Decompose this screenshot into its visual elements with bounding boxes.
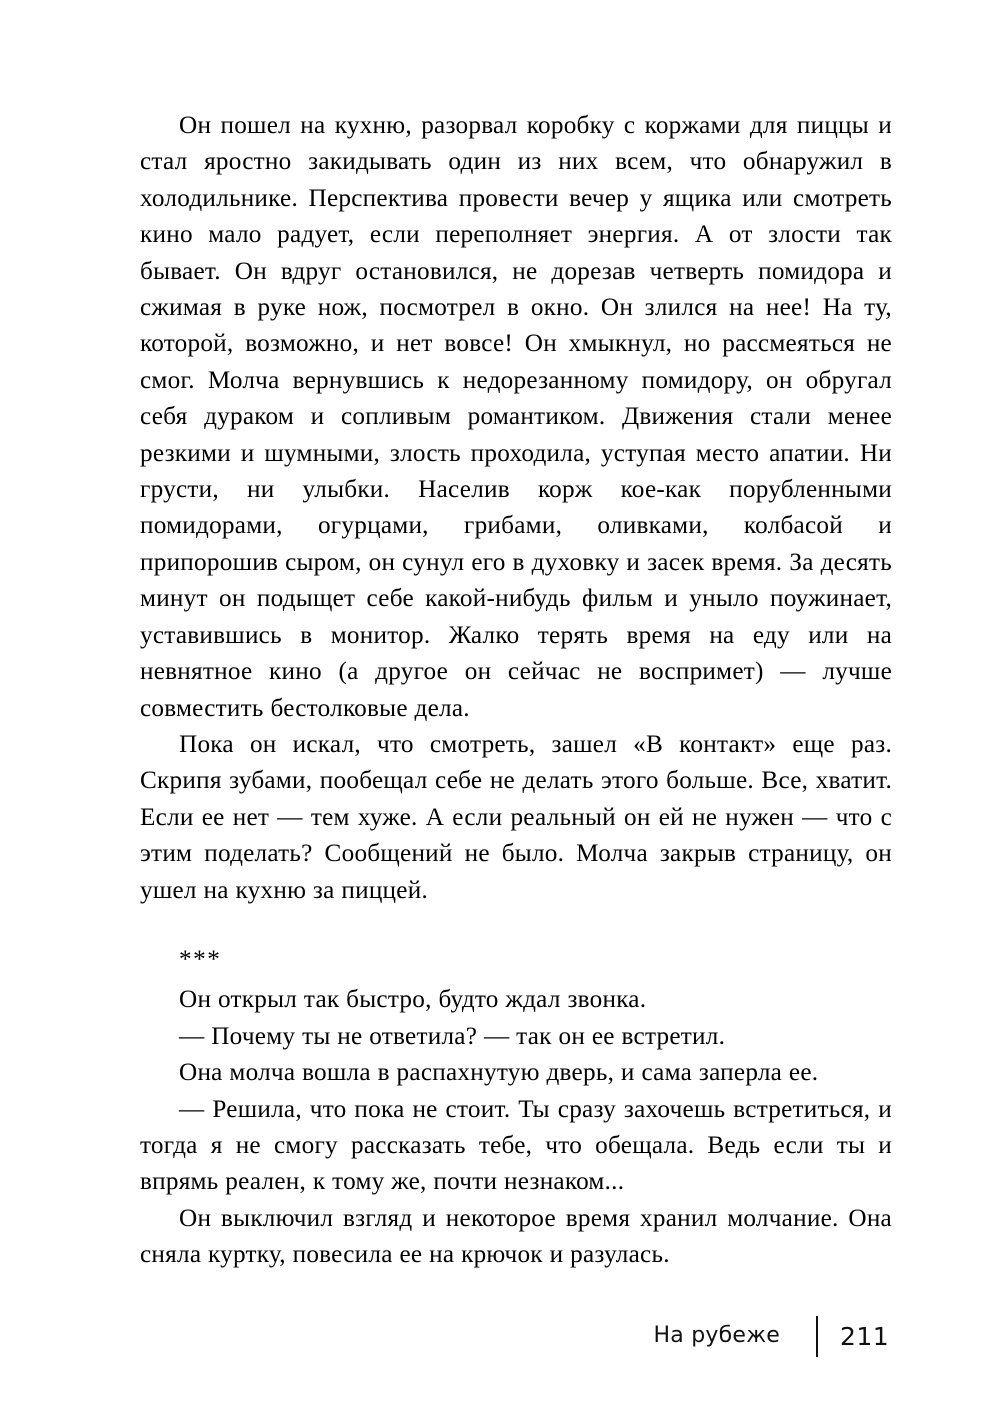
- footer-inner: [654, 1308, 892, 1364]
- paragraph-7: Он выключил взгляд и некоторое время хранил молчание. Она сняла куртку, повесила ее на крючок и разулась.: [140, 1204, 892, 1269]
- scene-break-separator: ***: [179, 945, 222, 973]
- running-title: На рубеже: [653, 1323, 780, 1348]
- page-number: 211: [840, 1321, 890, 1351]
- page-footer: [140, 1308, 892, 1364]
- paragraph-5: Она молча вошла в распахнутую дверь, и сама заперла ее.: [179, 1059, 819, 1087]
- paragraph-3: Он открыл так быстро, будто ждал звонка.: [179, 986, 647, 1014]
- paragraph-2: Пока он искал, что смотреть, зашел «В контакт» еще раз. Скрипя зубами, пообещал себе не делать этого больше. Все, хватит. Если ее нет — тем хуже. А если реальный он ей не нужен — что с этим поделать? Сообщений не было. Молча закрыв страницу, он ушел на кухню за пиццей.: [140, 730, 892, 904]
- paragraph-1: Он пошел на кухню, разорвал коробку с коржами для пиццы и стал яростно закидывать один из них всем, что обнаружил в холодильнике. Перспектива провести вечер у ящика или смотреть кино мало радует, если переполняет энергия. А от злости так бывает. Он вдруг остановился, не дорезав четверть помидора и сжимая в руке нож, посмотрел в окно. Он злился на нее! На ту, которой, возможно, и нет вовсе! Он хмыкнул, но рассмеяться не смог. Молча вернувшись к недорезанному помидору, он обругал себя дураком и сопливым романтиком. Движения стали менее резкими и шумными, злость проходила, уступая место апатии. Ни грусти, ни улыбки. Населив корж кое-как порубленными помидорами, огурцами, грибами, оливками, колбасой и припорошив сыром, он сунул его в духовку и засек время. За десять минут он подыщет себе какой-нибудь фильм и уныло поужинает, уставившись в монитор. Жалко терять время на еду или на невнятное кино (а другое он сейчас не воспримет) — лучше совместить бестолковые дела.: [140, 112, 892, 722]
- scene-break-spacer-top: [140, 909, 892, 942]
- footer-divider: [816, 1316, 818, 1357]
- paragraph-4-dialogue: — Почему ты не ответила? — так он ее встретил.: [179, 1022, 726, 1050]
- paragraph-6-dialogue: — Решила, что пока не стоит. Ты сразу захочешь встретиться, и тогда я не смогу рассказать тебе, что обещала. Ведь если ты и впрямь реален, к тому же, почти незнаком...: [140, 1095, 892, 1196]
- page-text-column: [140, 108, 892, 1274]
